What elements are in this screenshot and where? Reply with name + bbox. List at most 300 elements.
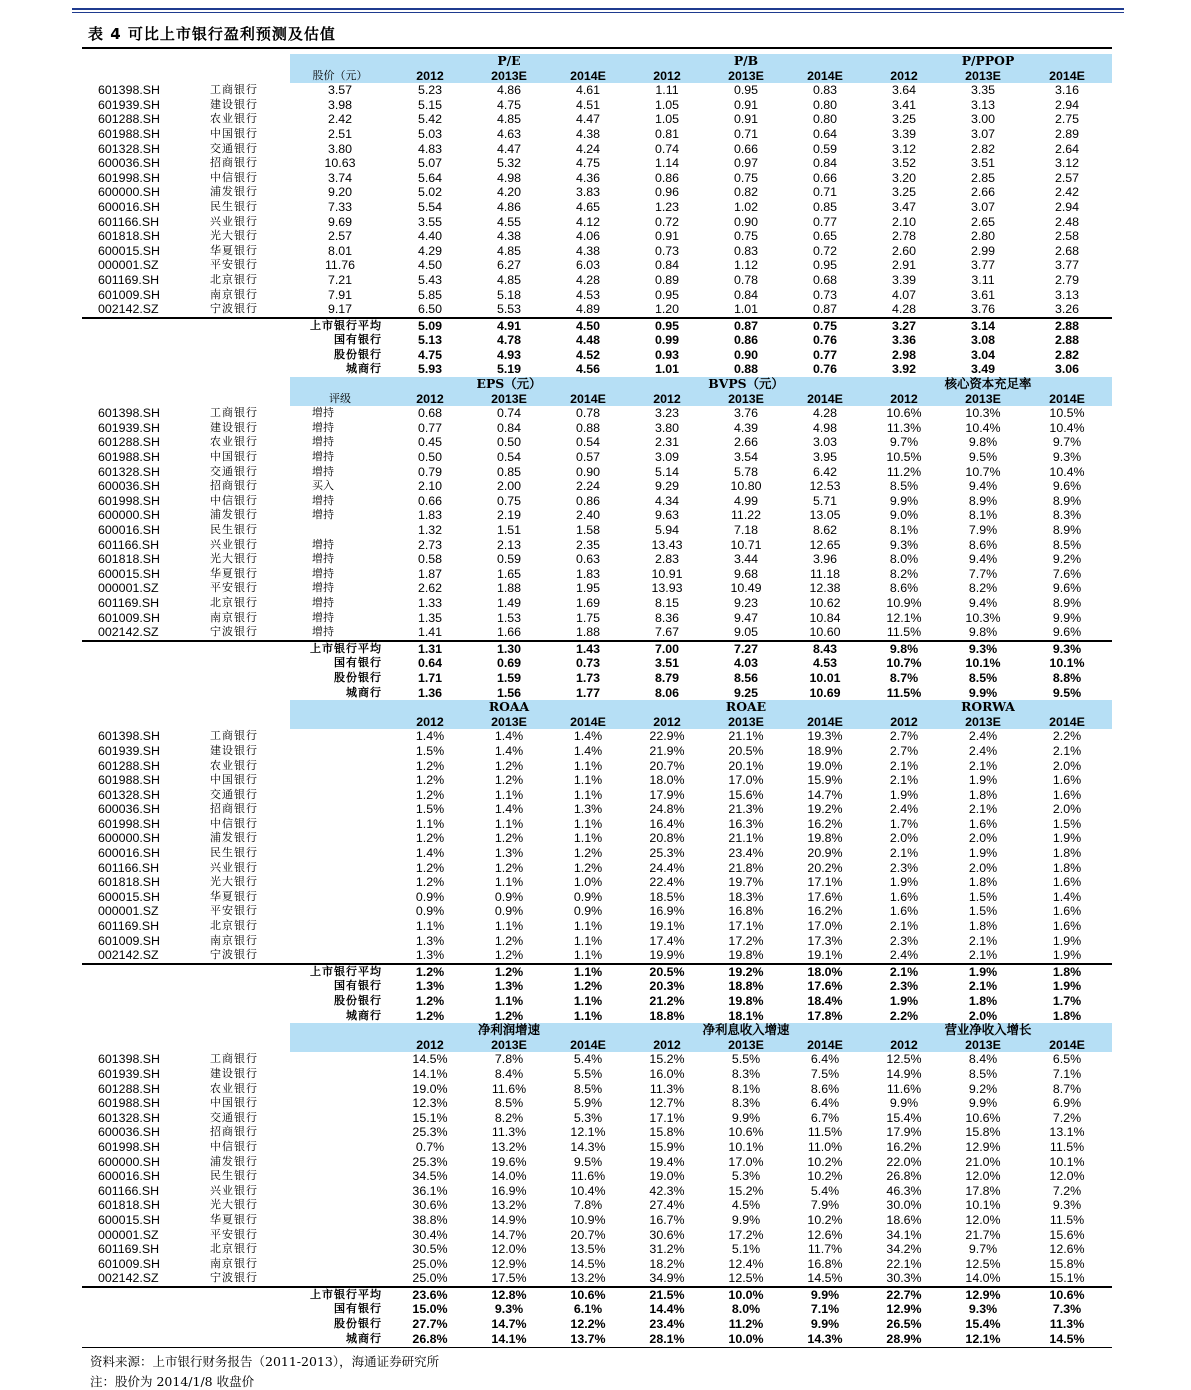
value-cell: 10.3% — [965, 610, 1001, 625]
value-cell: 2.58 — [1054, 229, 1080, 244]
aggregate-value: 18.8% — [728, 979, 764, 994]
value-cell: 0.71 — [733, 126, 759, 141]
bank-name: 交通银行 — [210, 787, 258, 801]
value-cell: 21.1% — [728, 729, 764, 744]
value-cell: 17.2% — [728, 933, 764, 948]
value-cell: 5.02 — [417, 185, 443, 200]
value-cell: 4.98 — [496, 170, 522, 185]
value-cell: 9.4% — [968, 479, 998, 494]
stock-code: 600000.SH — [98, 508, 161, 523]
value-cell: 8.6% — [810, 1081, 840, 1096]
value-cell: 5.07 — [417, 156, 443, 171]
value-cell: 18.2% — [649, 1256, 685, 1271]
value-cell: 8.2% — [968, 581, 998, 596]
aggregate-value: 1.2% — [415, 1008, 445, 1023]
value-cell: 17.0% — [807, 919, 843, 934]
value-cell: 1.4% — [415, 846, 445, 861]
stock-code: 601169.SH — [98, 919, 160, 934]
value-cell: 6.5% — [1052, 1052, 1082, 1067]
stock-code: 600016.SH — [98, 846, 161, 861]
value-cell: 0.95 — [812, 258, 838, 273]
group-title: EPS（元） — [390, 377, 628, 392]
aggregate-value: 3.51 — [654, 656, 680, 671]
value-cell: 0.91 — [733, 112, 759, 127]
value-cell: 0.59 — [496, 552, 522, 567]
value-cell: 1.95 — [575, 581, 601, 596]
rating — [290, 1242, 390, 1257]
group-title: 营业净收入增长 — [864, 1023, 1112, 1038]
aggregate-value: 1.30 — [470, 641, 548, 657]
aggregate-value: 0.88 — [733, 362, 759, 377]
rating: 增持 — [312, 610, 334, 624]
value-cell: 1.9% — [1052, 948, 1082, 963]
share-price: 9.69 — [327, 214, 353, 229]
value-cell: 19.1% — [649, 919, 685, 934]
stock-code: 601288.SH — [98, 112, 161, 127]
value-cell: 3.13 — [1054, 287, 1080, 302]
value-cell: 9.9% — [731, 1110, 761, 1125]
value-cell: 0.85 — [496, 464, 522, 479]
bank-name: 中信银行 — [210, 816, 258, 830]
bank-name: 平安银行 — [210, 904, 258, 918]
stock-code: 601998.SH — [98, 493, 161, 508]
aggregate-value: 1.43 — [548, 641, 628, 657]
value-cell: 25.3% — [412, 1154, 448, 1169]
table-row — [82, 421, 1112, 436]
value-cell: 1.05 — [654, 112, 680, 127]
value-cell: 1.6% — [1052, 875, 1082, 890]
table-row — [82, 98, 1112, 113]
year-header: 2012 — [628, 392, 706, 407]
value-cell: 9.5% — [968, 450, 998, 465]
share-price: 7.33 — [327, 199, 353, 214]
value-cell: 16.8% — [728, 904, 764, 919]
value-cell: 4.61 — [575, 83, 601, 98]
value-cell: 2.82 — [970, 141, 996, 156]
bank-name: 民生银行 — [210, 1169, 258, 1183]
year-header: 2014E — [548, 392, 628, 407]
value-cell: 1.01 — [733, 302, 759, 317]
header-blank — [178, 392, 290, 407]
rating — [290, 729, 390, 744]
rating — [290, 1169, 390, 1184]
value-cell: 7.2% — [1052, 1183, 1082, 1198]
header-spacer — [290, 1023, 390, 1038]
stock-code: 601939.SH — [98, 97, 161, 112]
value-cell: 11.3% — [886, 420, 922, 435]
value-cell: 12.53 — [809, 479, 841, 494]
stock-code: 601169.SH — [98, 595, 160, 610]
value-cell: 1.6% — [1052, 773, 1082, 788]
stock-code: 601328.SH — [98, 464, 161, 479]
aggregate-value: 4.53 — [812, 656, 838, 671]
table-row — [82, 83, 1112, 98]
value-cell: 13.2% — [491, 1139, 527, 1154]
stock-code: 002142.SZ — [98, 302, 159, 317]
value-cell: 7.6% — [1052, 566, 1082, 581]
bank-name: 北京银行 — [210, 919, 258, 933]
year-header: 2012 — [864, 1038, 944, 1053]
aggregate-value: 0.76 — [812, 333, 838, 348]
value-cell: 20.2% — [807, 860, 843, 875]
aggregate-value: 8.43 — [786, 641, 864, 657]
value-cell: 22.1% — [886, 1256, 922, 1271]
aggregate-row — [82, 333, 1112, 348]
value-cell: 11.5% — [1049, 1139, 1085, 1154]
value-cell: 8.36 — [654, 610, 680, 625]
header-blank — [178, 715, 290, 730]
value-cell: 5.23 — [417, 83, 443, 98]
aggregate-value: 12.8% — [470, 1287, 548, 1303]
aggregate-value: 1.2% — [573, 979, 603, 994]
value-cell: 4.5% — [731, 1198, 761, 1213]
aggregate-value: 3.27 — [864, 318, 944, 334]
value-cell: 2.73 — [417, 537, 443, 552]
value-cell: 18.9% — [807, 743, 843, 758]
value-cell: 3.77 — [1054, 258, 1080, 273]
value-cell: 8.9% — [1052, 523, 1082, 537]
value-cell: 2.1% — [968, 758, 998, 773]
value-cell: 13.5% — [570, 1242, 606, 1257]
value-cell: 17.3% — [807, 933, 843, 948]
bank-name: 浦发银行 — [210, 508, 258, 522]
value-cell: 2.91 — [891, 258, 917, 273]
bank-name: 中信银行 — [210, 1139, 258, 1153]
value-cell: 9.05 — [733, 625, 759, 640]
value-cell: 9.2% — [968, 1081, 998, 1096]
value-cell: 3.12 — [1054, 156, 1080, 171]
group-title: P/PPOP — [864, 54, 1112, 69]
value-cell: 0.9% — [573, 904, 603, 919]
aggregate-value: 3.49 — [970, 362, 996, 377]
table-row — [82, 861, 1112, 876]
stock-code: 600015.SH — [98, 1212, 161, 1227]
aggregate-value: 1.1% — [573, 1008, 603, 1023]
value-cell: 16.7% — [649, 1212, 685, 1227]
stock-code: 601398.SH — [98, 83, 161, 98]
stock-code: 600016.SH — [98, 523, 161, 537]
value-cell: 2.68 — [1054, 243, 1080, 258]
rating: 增持 — [312, 435, 334, 449]
stock-code: 600036.SH — [98, 1125, 161, 1140]
value-cell: 0.88 — [575, 420, 601, 435]
aggregate-name: 国有银行 — [334, 979, 382, 993]
table-row — [82, 744, 1112, 759]
value-cell: 2.13 — [496, 537, 522, 552]
rating — [290, 934, 390, 949]
value-cell: 1.4% — [1052, 889, 1082, 904]
value-cell: 4.83 — [417, 141, 443, 156]
table-row — [82, 494, 1112, 509]
value-cell: 16.2% — [807, 904, 843, 919]
aggregate-value: 15.0% — [412, 1302, 448, 1317]
value-cell: 1.1% — [573, 816, 603, 831]
value-cell: 11.0% — [807, 1139, 843, 1154]
value-cell: 0.66 — [812, 170, 838, 185]
value-cell: 1.2% — [415, 875, 445, 890]
value-cell: 0.79 — [417, 464, 443, 479]
aggregate-value: 0.64 — [417, 656, 443, 671]
aggregate-value: 5.09 — [390, 318, 470, 334]
table-row — [82, 1052, 1112, 1067]
value-cell: 1.8% — [968, 875, 998, 890]
value-cell: 9.68 — [733, 566, 759, 581]
value-cell: 17.0% — [728, 773, 764, 788]
value-cell: 1.1% — [573, 919, 603, 934]
aggregate-value: 9.3% — [968, 1302, 998, 1317]
value-cell: 17.1% — [728, 919, 764, 934]
value-cell: 2.42 — [1054, 185, 1080, 200]
aggregate-value: 15.4% — [965, 1317, 1001, 1332]
value-cell: 1.4% — [494, 729, 524, 744]
year-header: 2012 — [390, 1038, 470, 1053]
share-price: 3.74 — [327, 170, 353, 185]
value-cell: 10.7% — [965, 464, 1001, 479]
value-cell: 3.83 — [575, 185, 601, 200]
table-row — [82, 919, 1112, 934]
value-cell: 1.3% — [573, 802, 603, 817]
value-cell: 4.65 — [575, 199, 601, 214]
value-cell: 9.9% — [889, 1096, 919, 1111]
header-rule-thin — [72, 12, 1124, 13]
value-cell: 16.8% — [807, 1256, 843, 1271]
value-cell: 15.9% — [649, 1139, 685, 1154]
table-row — [82, 1184, 1112, 1199]
share-price: 9.17 — [327, 302, 353, 317]
value-cell: 3.16 — [1054, 83, 1080, 98]
value-cell: 19.1% — [807, 948, 843, 963]
value-cell: 1.1% — [494, 875, 524, 890]
aggregate-value: 1.9% — [889, 994, 919, 1008]
bank-name: 建设银行 — [210, 1066, 258, 1080]
stock-code: 601398.SH — [98, 406, 161, 421]
value-cell: 21.7% — [965, 1227, 1001, 1242]
value-cell: 13.05 — [809, 508, 841, 523]
stock-code: 601288.SH — [98, 435, 161, 450]
bank-name: 华夏银行 — [210, 243, 258, 257]
year-header: 2012 — [864, 69, 944, 84]
value-cell: 11.5% — [886, 625, 922, 640]
stock-code: 601288.SH — [98, 1081, 161, 1096]
aggregate-row — [82, 1009, 1112, 1024]
aggregate-value: 1.71 — [417, 670, 443, 685]
stock-code: 601328.SH — [98, 141, 161, 156]
table-row — [82, 1111, 1112, 1126]
group-title: P/B — [628, 54, 864, 69]
value-cell: 10.5% — [1049, 406, 1085, 421]
aggregate-value: 19.2% — [706, 964, 786, 980]
value-cell: 1.49 — [496, 595, 522, 610]
value-cell: 15.9% — [807, 773, 843, 788]
value-cell: 30.6% — [649, 1227, 685, 1242]
value-cell: 0.65 — [812, 229, 838, 244]
section-header-groups — [82, 377, 1112, 392]
value-cell: 0.72 — [654, 214, 680, 229]
bank-name: 平安银行 — [210, 581, 258, 595]
aggregate-value: 2.88 — [1054, 333, 1080, 348]
value-cell: 5.94 — [654, 523, 680, 537]
value-cell: 3.25 — [891, 112, 917, 127]
aggregate-value: 1.1% — [494, 994, 524, 1008]
value-cell: 1.1% — [573, 948, 603, 963]
value-cell: 13.93 — [651, 581, 683, 596]
aggregate-row — [82, 686, 1112, 701]
bank-name: 工商银行 — [210, 729, 258, 743]
year-header: 2012 — [390, 69, 470, 84]
value-cell: 12.0% — [1049, 1169, 1085, 1184]
value-cell: 10.2% — [807, 1212, 843, 1227]
rating — [290, 1271, 390, 1287]
value-cell: 1.2% — [415, 860, 445, 875]
aggregate-value: 9.3% — [944, 641, 1022, 657]
bank-name: 北京银行 — [210, 595, 258, 609]
value-cell: 2.2% — [1052, 729, 1082, 744]
value-cell: 12.0% — [965, 1212, 1001, 1227]
aggregate-name: 股份银行 — [334, 347, 382, 361]
value-cell: 17.4% — [649, 933, 685, 948]
value-cell: 5.4% — [573, 1052, 603, 1067]
value-cell: 1.2% — [494, 831, 524, 846]
bank-name: 浦发银行 — [210, 831, 258, 845]
bank-name: 兴业银行 — [210, 214, 258, 228]
header-blank — [178, 1023, 290, 1038]
value-cell: 3.77 — [970, 258, 996, 273]
aggregate-value: 19.8% — [728, 994, 764, 1008]
aggregate-value: 1.8% — [1052, 1008, 1082, 1023]
header-spacer — [290, 377, 390, 392]
value-cell: 8.7% — [1052, 1081, 1082, 1096]
value-cell: 1.1% — [573, 831, 603, 846]
price-note: 注：股价为 2014/1/8 收盘价 — [90, 1374, 255, 1389]
value-cell: 1.3% — [415, 948, 445, 963]
value-cell: 10.80 — [730, 479, 762, 494]
value-cell: 14.3% — [570, 1139, 606, 1154]
value-cell: 2.40 — [575, 508, 601, 523]
value-cell: 2.83 — [654, 552, 680, 567]
value-cell: 38.8% — [412, 1212, 448, 1227]
value-cell: 11.22 — [730, 508, 762, 523]
value-cell: 34.1% — [886, 1227, 922, 1242]
aggregate-value: 12.2% — [570, 1317, 606, 1332]
aggregate-value: 17.6% — [807, 979, 843, 994]
share-price: 8.01 — [327, 243, 353, 258]
value-cell: 3.23 — [654, 406, 680, 421]
value-cell: 19.0% — [807, 758, 843, 773]
value-cell: 2.0% — [1052, 758, 1082, 773]
value-cell: 14.5% — [412, 1052, 448, 1067]
table-row — [82, 773, 1112, 788]
value-cell: 0.84 — [496, 420, 522, 435]
value-cell: 2.4% — [889, 948, 919, 963]
stock-code: 601328.SH — [98, 1110, 161, 1125]
value-cell: 1.5% — [1052, 816, 1082, 831]
value-cell: 4.86 — [496, 199, 522, 214]
aggregate-value: 10.0% — [728, 1331, 764, 1346]
value-cell: 8.5% — [968, 1066, 998, 1081]
aggregate-value: 1.1% — [548, 964, 628, 980]
value-cell: 1.87 — [417, 566, 443, 581]
value-cell: 2.89 — [1054, 126, 1080, 141]
value-cell: 1.5% — [415, 802, 445, 817]
value-cell: 1.6% — [1052, 787, 1082, 802]
value-cell: 1.9% — [889, 875, 919, 890]
value-cell: 2.1% — [968, 948, 998, 963]
value-cell: 1.6% — [889, 904, 919, 919]
value-cell: 0.97 — [733, 156, 759, 171]
value-cell: 3.26 — [1054, 302, 1080, 317]
value-cell: 20.7% — [570, 1227, 606, 1242]
aggregate-value: 6.1% — [573, 1302, 603, 1317]
group-title: BVPS（元） — [628, 377, 864, 392]
table-row — [82, 1140, 1112, 1155]
stock-code: 002142.SZ — [98, 1271, 159, 1286]
header-blank — [82, 392, 178, 407]
value-cell: 14.0% — [965, 1271, 1001, 1286]
table-row — [82, 1169, 1112, 1184]
value-cell: 0.73 — [812, 287, 838, 302]
stock-code: 601818.SH — [98, 1198, 161, 1213]
value-cell: 9.9% — [889, 493, 919, 508]
aggregate-name: 上市银行平均 — [82, 318, 390, 334]
value-cell: 19.2% — [807, 802, 843, 817]
value-cell: 1.1% — [494, 816, 524, 831]
value-cell: 7.8% — [494, 1052, 524, 1067]
value-cell: 17.6% — [807, 889, 843, 904]
value-cell: 5.18 — [496, 287, 522, 302]
group-title: P/E — [390, 54, 628, 69]
aggregate-value: 4.91 — [470, 318, 548, 334]
value-cell: 3.12 — [891, 141, 917, 156]
table-row — [82, 450, 1112, 465]
aggregate-value: 1.36 — [417, 685, 443, 700]
bank-name: 中信银行 — [210, 493, 258, 507]
value-cell: 0.73 — [654, 243, 680, 258]
value-cell: 1.9% — [889, 787, 919, 802]
aggregate-name: 股份银行 — [334, 1317, 382, 1331]
value-cell: 2.79 — [1054, 272, 1080, 287]
rating — [290, 1228, 390, 1243]
value-cell: 30.5% — [412, 1242, 448, 1257]
aggregate-value: 9.9% — [810, 1317, 840, 1332]
year-header: 2013E — [706, 715, 786, 730]
value-cell: 17.5% — [491, 1271, 527, 1286]
value-cell: 8.3% — [1052, 508, 1082, 523]
value-cell: 0.85 — [812, 199, 838, 214]
value-cell: 21.1% — [728, 831, 764, 846]
value-cell: 5.9% — [573, 1096, 603, 1111]
value-cell: 1.1% — [415, 816, 445, 831]
value-cell: 19.4% — [649, 1154, 685, 1169]
table-row — [82, 567, 1112, 582]
aggregate-value: 14.7% — [491, 1317, 527, 1332]
value-cell: 2.3% — [889, 860, 919, 875]
header-blank — [82, 1023, 178, 1038]
value-cell: 1.65 — [496, 566, 522, 581]
value-cell: 12.6% — [1049, 1242, 1085, 1257]
bank-name: 招商银行 — [210, 1125, 258, 1139]
value-cell: 12.7% — [649, 1096, 685, 1111]
value-cell: 2.80 — [970, 229, 996, 244]
stock-code: 600000.SH — [98, 185, 161, 200]
aggregate-value: 7.27 — [706, 641, 786, 657]
value-cell: 15.8% — [965, 1125, 1001, 1140]
table-row — [82, 890, 1112, 905]
stock-code: 002142.SZ — [98, 948, 159, 963]
value-cell: 5.53 — [496, 302, 522, 317]
bank-name: 工商银行 — [210, 1052, 258, 1066]
table-row — [82, 625, 1112, 641]
value-cell: 11.6% — [886, 1081, 922, 1096]
